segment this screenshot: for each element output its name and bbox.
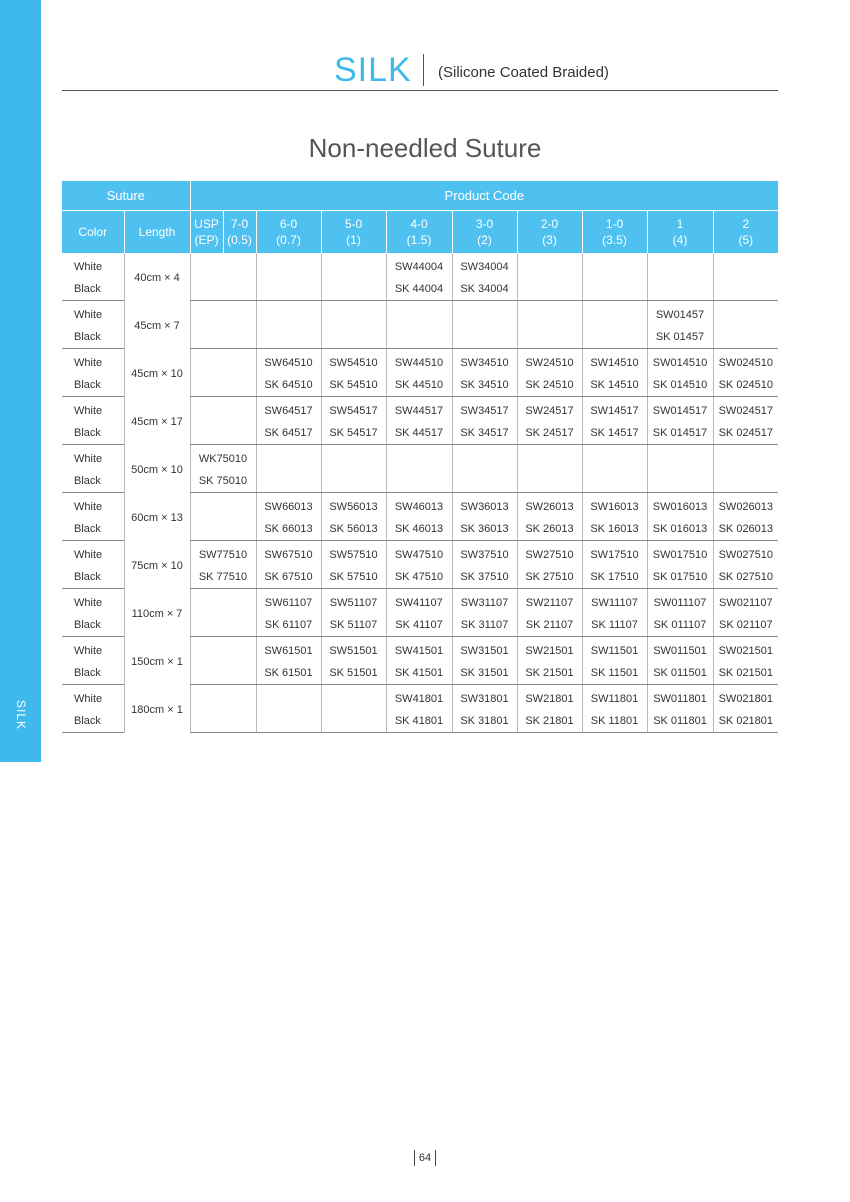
color-white: White — [74, 501, 103, 513]
product-code-cell — [517, 253, 582, 278]
table-row — [62, 349, 778, 375]
product-code-cell: SK 021501 — [713, 662, 778, 685]
product-code-cell: SW37510 — [452, 541, 517, 567]
color-black: Black — [62, 470, 124, 493]
product-code-cell: SW44004 — [386, 253, 452, 278]
length-cell: 150cm × 1 — [124, 637, 190, 685]
product-code-cell: SK 014517 — [647, 422, 713, 445]
product-code-cell: SK 24517 — [517, 422, 582, 445]
length-cell: 40cm × 4 — [124, 253, 190, 301]
table-row — [62, 301, 778, 327]
product-code-cell: SW024510 — [713, 349, 778, 375]
product-code-cell — [713, 470, 778, 493]
brand-subtitle: (Silicone Coated Braided) — [438, 64, 609, 81]
size-header — [321, 211, 386, 254]
product-code-cell: SK 54510 — [321, 374, 386, 397]
product-code-cell: SK 34004 — [452, 278, 517, 301]
product-code-cell: SK 31107 — [452, 614, 517, 637]
size-header — [517, 211, 582, 254]
product-code-cell: SK 44510 — [386, 374, 452, 397]
product-code-cell: SK 27510 — [517, 566, 582, 589]
product-code-cell: SW01457 — [647, 301, 713, 327]
product-code-cell: SW64510 — [256, 349, 321, 375]
product-code-cell — [256, 253, 321, 278]
product-code-cell — [647, 253, 713, 278]
product-code-cell — [647, 470, 713, 493]
product-code-cell: SW34004 — [452, 253, 517, 278]
color-white: White — [74, 645, 103, 657]
size-ep: (0.7) — [276, 233, 301, 247]
product-code-cell: SK 61107 — [256, 614, 321, 637]
brand-title: SILK — [334, 51, 412, 89]
product-code-cell — [517, 326, 582, 349]
product-code-cell: SK 026013 — [713, 518, 778, 541]
product-code-cell: SW011501 — [647, 637, 713, 663]
product-code-cell: WK75010 — [190, 445, 256, 471]
product-code-cell: SW16013 — [582, 493, 647, 519]
length-cell: 75cm × 10 — [124, 541, 190, 589]
product-code-cell — [190, 710, 256, 733]
product-code-cell: SW64517 — [256, 397, 321, 423]
size-ep: (4) — [672, 233, 688, 247]
product-code-cell: SW61107 — [256, 589, 321, 615]
table-row — [62, 589, 778, 615]
product-code-cell: SW34517 — [452, 397, 517, 423]
product-code-cell: SK 47510 — [386, 566, 452, 589]
product-code-cell: SK 41501 — [386, 662, 452, 685]
product-code-cell: SK 14510 — [582, 374, 647, 397]
product-code-cell: SK 34510 — [452, 374, 517, 397]
product-code-cell: SW14510 — [582, 349, 647, 375]
product-code-cell — [452, 470, 517, 493]
product-code-cell: SW54510 — [321, 349, 386, 375]
product-code-cell: SK 46013 — [386, 518, 452, 541]
length-column-header: Length — [124, 211, 190, 254]
product-code-cell: SK 024517 — [713, 422, 778, 445]
product-code-cell — [386, 326, 452, 349]
product-code-cell: SK 21501 — [517, 662, 582, 685]
product-code-cell: SK 75010 — [190, 470, 256, 493]
product-code-cell: SW014517 — [647, 397, 713, 423]
color-black: Black — [62, 422, 124, 445]
product-code-cell: SK 17510 — [582, 566, 647, 589]
product-code-cell: SK 54517 — [321, 422, 386, 445]
product-code-cell: SK 37510 — [452, 566, 517, 589]
product-code-cell: SW21801 — [517, 685, 582, 711]
product-code-cell — [582, 301, 647, 327]
product-code-cell — [321, 278, 386, 301]
product-code-cell: SK 57510 — [321, 566, 386, 589]
table-row — [62, 253, 778, 278]
color-white: White — [74, 549, 103, 561]
product-code-cell: SK 017510 — [647, 566, 713, 589]
page-number: 64 — [414, 1150, 436, 1166]
product-code-cell — [190, 518, 256, 541]
product-code-cell: SW24517 — [517, 397, 582, 423]
product-code-cell: SW27510 — [517, 541, 582, 567]
color-black: Black — [62, 710, 124, 733]
product-code-cell — [256, 710, 321, 733]
product-code-cell — [321, 253, 386, 278]
color-black: Black — [62, 614, 124, 637]
product-code-cell — [190, 685, 256, 711]
product-code-cell: SW66013 — [256, 493, 321, 519]
size-usp: 7-0 — [230, 217, 249, 231]
side-section-label: SILK — [14, 700, 28, 731]
product-code-cell — [386, 470, 452, 493]
product-code-cell — [256, 278, 321, 301]
product-code-cell: SW26013 — [517, 493, 582, 519]
product-code-cell: SW017510 — [647, 541, 713, 567]
product-code-cell — [582, 445, 647, 471]
product-code-cell: SK 34517 — [452, 422, 517, 445]
header-divider — [423, 54, 424, 86]
product-code-cell: SW41501 — [386, 637, 452, 663]
product-code-cell: SW34510 — [452, 349, 517, 375]
product-code-cell: SK 51501 — [321, 662, 386, 685]
product-code-cell: SK 011801 — [647, 710, 713, 733]
size-ep: (1.5) — [406, 233, 432, 247]
product-code-cell: SK 027510 — [713, 566, 778, 589]
product-code-cell: SW21501 — [517, 637, 582, 663]
color-black: Black — [62, 566, 124, 589]
product-code-cell: SW021107 — [713, 589, 778, 615]
table-row — [62, 445, 778, 471]
size-usp: 3-0 — [475, 217, 494, 231]
product-code-cell: SK 11107 — [582, 614, 647, 637]
page-footer — [0, 1150, 850, 1166]
length-cell: 45cm × 10 — [124, 349, 190, 397]
product-code-cell: SW026013 — [713, 493, 778, 519]
product-code-cell: SW31107 — [452, 589, 517, 615]
product-code-cell: SK 44517 — [386, 422, 452, 445]
product-code-cell: SK 024510 — [713, 374, 778, 397]
product-code-cell — [190, 349, 256, 375]
product-code-cell: SK 11801 — [582, 710, 647, 733]
length-cell: 45cm × 17 — [124, 397, 190, 445]
size-usp: 5-0 — [344, 217, 363, 231]
product-code-cell — [647, 278, 713, 301]
product-code-cell: SW021801 — [713, 685, 778, 711]
product-code-cell — [190, 589, 256, 615]
size-usp: 1 — [676, 217, 684, 231]
product-code-cell: SK 31801 — [452, 710, 517, 733]
product-code-cell — [190, 301, 256, 327]
table-row — [62, 493, 778, 519]
product-code-cell: SK 31501 — [452, 662, 517, 685]
size-usp: 6-0 — [279, 217, 298, 231]
product-code-cell: SW51107 — [321, 589, 386, 615]
product-code-cell — [321, 685, 386, 711]
size-usp: 4-0 — [410, 217, 428, 231]
length-cell: 180cm × 1 — [124, 685, 190, 733]
size-header — [647, 211, 713, 254]
product-code-cell: SW57510 — [321, 541, 386, 567]
product-code-cell: SK 16013 — [582, 518, 647, 541]
product-code-cell: SW14517 — [582, 397, 647, 423]
length-cell: 60cm × 13 — [124, 493, 190, 541]
product-code-cell — [321, 301, 386, 327]
product-code-cell — [386, 301, 452, 327]
side-accent-bar — [0, 0, 41, 762]
size-header — [713, 211, 778, 254]
product-code-cell — [190, 278, 256, 301]
product-code-cell: SW011107 — [647, 589, 713, 615]
product-code-cell — [321, 710, 386, 733]
product-code-cell: SW021501 — [713, 637, 778, 663]
size-ep: (3.5) — [602, 233, 627, 247]
product-code-cell: SW41107 — [386, 589, 452, 615]
product-code-cell: SW11501 — [582, 637, 647, 663]
color-column-header: Color — [62, 211, 124, 254]
size-header — [582, 211, 647, 254]
product-code-cell: SW016013 — [647, 493, 713, 519]
product-code-cell: SW11801 — [582, 685, 647, 711]
product-code-cell: SK 11501 — [582, 662, 647, 685]
product-code-cell — [517, 278, 582, 301]
page-title: Non-needled Suture — [308, 133, 542, 163]
size-ep: (5) — [738, 233, 754, 247]
product-code-cell: SK 021801 — [713, 710, 778, 733]
suture-group-header: Suture — [62, 181, 190, 211]
product-code-cell — [713, 301, 778, 327]
color-black: Black — [62, 662, 124, 685]
size-ep: (1) — [346, 233, 361, 247]
product-code-cell: SW44510 — [386, 349, 452, 375]
product-code-cell — [256, 445, 321, 471]
product-code-cell — [517, 301, 582, 327]
product-code-cell — [321, 326, 386, 349]
product-code-cell — [256, 470, 321, 493]
size-header — [256, 211, 321, 254]
color-white: White — [74, 357, 103, 369]
product-code-cell: SW36013 — [452, 493, 517, 519]
product-code-cell: SK 21801 — [517, 710, 582, 733]
size-ep: (0.5) — [227, 233, 252, 247]
product-code-cell: SW31801 — [452, 685, 517, 711]
product-code-cell: SK 36013 — [452, 518, 517, 541]
product-code-cell: SK 66013 — [256, 518, 321, 541]
product-code-cell: SK 56013 — [321, 518, 386, 541]
color-black: Black — [62, 374, 124, 397]
color-white: White — [74, 597, 103, 609]
product-code-cell: SK 26013 — [517, 518, 582, 541]
product-code-cell: SK 51107 — [321, 614, 386, 637]
product-code-cell — [190, 422, 256, 445]
product-code-table — [62, 180, 778, 733]
color-black: Black — [62, 278, 124, 301]
product-code-cell: SW46013 — [386, 493, 452, 519]
product-code-cell — [190, 614, 256, 637]
length-cell: 45cm × 7 — [124, 301, 190, 349]
product-code-cell: SW21107 — [517, 589, 582, 615]
product-code-cell — [190, 326, 256, 349]
product-code-cell — [386, 445, 452, 471]
size-ep: (3) — [542, 233, 557, 247]
product-code-cell: SK 011107 — [647, 614, 713, 637]
product-code-cell — [190, 253, 256, 278]
product-code-cell — [452, 326, 517, 349]
product-code-cell: SK 21107 — [517, 614, 582, 637]
product-code-cell — [517, 445, 582, 471]
product-code-cell — [321, 445, 386, 471]
product-code-cell — [582, 470, 647, 493]
product-code-cell: SK 44004 — [386, 278, 452, 301]
product-code-cell — [647, 445, 713, 471]
product-code-group-header: Product Code — [190, 181, 778, 211]
table-row — [62, 685, 778, 711]
page-header — [62, 50, 778, 91]
product-code-cell: SK 021107 — [713, 614, 778, 637]
product-code-cell: SK 01457 — [647, 326, 713, 349]
length-cell: 110cm × 7 — [124, 589, 190, 637]
product-code-cell — [256, 326, 321, 349]
product-code-cell: SK 64517 — [256, 422, 321, 445]
product-code-cell: SK 67510 — [256, 566, 321, 589]
color-black: Black — [62, 518, 124, 541]
product-code-cell: SK 61501 — [256, 662, 321, 685]
product-code-cell: SK 77510 — [190, 566, 256, 589]
product-code-cell: SW61501 — [256, 637, 321, 663]
table-row — [62, 541, 778, 567]
product-code-cell — [517, 470, 582, 493]
product-code-cell: SW54517 — [321, 397, 386, 423]
product-code-cell: SW44517 — [386, 397, 452, 423]
product-code-cell — [256, 301, 321, 327]
size-usp: 2 — [742, 217, 750, 231]
product-code-cell — [190, 493, 256, 519]
size-usp: 2-0 — [540, 217, 559, 231]
product-code-cell: SK 016013 — [647, 518, 713, 541]
product-code-cell — [713, 326, 778, 349]
product-code-cell: SK 41107 — [386, 614, 452, 637]
product-code-cell — [190, 637, 256, 663]
product-code-cell — [256, 685, 321, 711]
product-code-cell: SW24510 — [517, 349, 582, 375]
product-code-cell — [713, 278, 778, 301]
size-ep: (2) — [477, 233, 492, 247]
product-code-cell: SK 24510 — [517, 374, 582, 397]
product-code-cell: SW41801 — [386, 685, 452, 711]
product-code-cell — [190, 374, 256, 397]
product-code-cell: SW011801 — [647, 685, 713, 711]
product-code-cell: SW77510 — [190, 541, 256, 567]
size-header-usp-7-0 — [190, 211, 256, 254]
product-code-cell — [190, 397, 256, 423]
product-code-cell: SK 41801 — [386, 710, 452, 733]
size-header — [386, 211, 452, 254]
color-white: White — [74, 693, 103, 705]
product-code-cell: SW027510 — [713, 541, 778, 567]
table-row — [62, 637, 778, 663]
product-code-cell: SW56013 — [321, 493, 386, 519]
product-code-cell — [321, 470, 386, 493]
table-row — [62, 397, 778, 423]
product-code-cell: SW51501 — [321, 637, 386, 663]
product-code-cell: SW014510 — [647, 349, 713, 375]
color-black: Black — [62, 326, 124, 349]
color-white: White — [74, 309, 103, 321]
product-code-cell — [713, 445, 778, 471]
product-code-cell: SK 64510 — [256, 374, 321, 397]
product-code-cell: SK 14517 — [582, 422, 647, 445]
product-code-cell — [190, 662, 256, 685]
product-code-cell: SW47510 — [386, 541, 452, 567]
product-code-cell: SW31501 — [452, 637, 517, 663]
product-code-cell — [582, 278, 647, 301]
product-code-cell: SK 014510 — [647, 374, 713, 397]
length-cell: 50cm × 10 — [124, 445, 190, 493]
product-code-cell — [582, 253, 647, 278]
product-code-cell — [582, 326, 647, 349]
color-white: White — [74, 261, 103, 273]
color-white: White — [74, 453, 103, 465]
product-code-cell — [452, 445, 517, 471]
product-code-cell: SW024517 — [713, 397, 778, 423]
usp-label: USP — [194, 217, 219, 231]
product-code-cell: SW67510 — [256, 541, 321, 567]
size-header — [452, 211, 517, 254]
size-usp: 1-0 — [605, 217, 624, 231]
product-code-cell — [452, 301, 517, 327]
product-code-cell: SK 011501 — [647, 662, 713, 685]
product-code-cell — [713, 253, 778, 278]
product-code-cell: SW17510 — [582, 541, 647, 567]
ep-label: (EP) — [194, 233, 219, 247]
product-code-cell: SW11107 — [582, 589, 647, 615]
color-white: White — [74, 405, 103, 417]
